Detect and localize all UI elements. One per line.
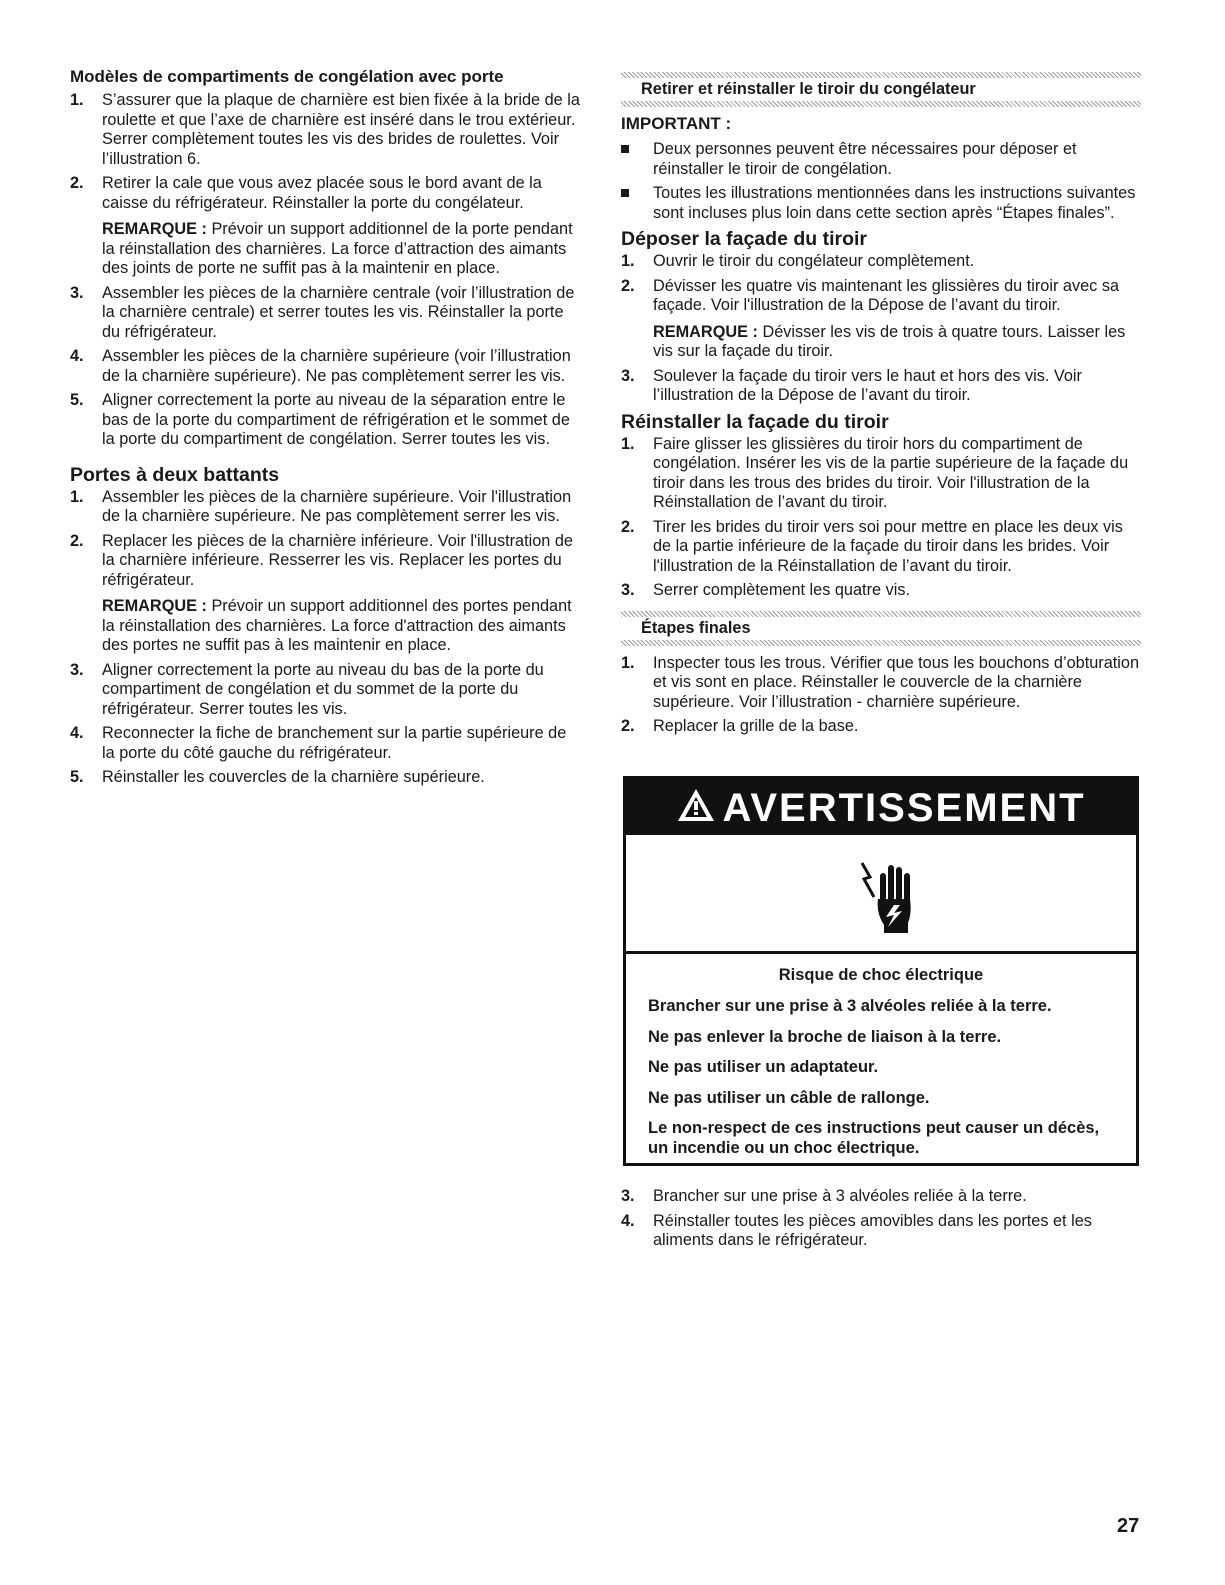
section-title-remove-drawer-front: Déposer la façade du tiroir	[621, 228, 867, 250]
list-item	[70, 768, 582, 788]
list-item	[621, 518, 1141, 577]
step-text: Aligner correctement la porte au niveau du bas de la porte du compartiment de congélation et du sommet de la porte du réfrigérateur. Serrer toutes les vis.	[102, 660, 544, 718]
section-title-reinstall-drawer-front: Réinstaller la façade du tiroir	[621, 410, 889, 433]
step-text: Réinstaller toutes les pièces amovibles dans les portes et les aliments dans le réfrigérateur.	[653, 1211, 1092, 1249]
remark-text: Dévisser les vis de trois à quatre tours. Laisser les vis sur la façade du tiroir.	[653, 322, 1126, 360]
step-number: 4.	[70, 724, 84, 742]
remark-label: REMARQUE :	[102, 597, 207, 615]
step-number: 5.	[70, 768, 84, 786]
warning-line: Ne pas utiliser un adaptateur.	[648, 1058, 879, 1076]
left-column	[70, 66, 582, 793]
step-number: 3.	[621, 366, 635, 385]
list-item	[621, 717, 1141, 737]
step-text: Ouvrir le tiroir du congélateur complètement.	[653, 252, 975, 270]
list-item	[621, 654, 1141, 713]
step-number: 1.	[70, 91, 84, 109]
step-number: 2.	[70, 531, 84, 550]
remark-label: REMARQUE :	[102, 220, 207, 238]
list-item	[70, 174, 582, 279]
step-text: Aligner correctement la porte au niveau de la séparation entre le bas de la porte du compartiment de réfrigération et le sommet de la porte du compartiment de congélation. Serrer toutes les vis.	[102, 391, 570, 448]
step-number: 1.	[621, 252, 635, 270]
warning-line: Ne pas utiliser un câble de rallonge.	[648, 1088, 930, 1107]
freezer-door-steps	[70, 91, 582, 450]
list-item	[621, 581, 1141, 601]
warning-line: Ne pas enlever la broche de liaison à la terre.	[648, 1027, 1002, 1046]
remark-label: REMARQUE :	[653, 322, 758, 341]
step-number: 1.	[621, 434, 635, 453]
list-item	[70, 91, 582, 169]
step-text: Faire glisser les glissières du tiroir hors du compartiment de congélation. Insérer les vis de la partie supérieure de la façade du tiroir dans les trous des brides du tiroir. Voir l'illustration de la Réinstallation de l’avant du tiroir.	[653, 434, 1129, 511]
remark	[653, 323, 1141, 362]
list-item	[621, 252, 1141, 272]
step-text: Replacer les pièces de la charnière inférieure. Voir l'illustration de la charnière inférieure. Resserrer les vis. Replacer les portes du réfrigérateur.	[102, 531, 573, 589]
right-column	[621, 72, 1141, 742]
list-item	[70, 391, 582, 450]
warning-header	[626, 779, 1136, 835]
remark-text: Prévoir un support additionnel des portes pendant la réinstallation des charnières. La force d'attraction des aimants des portes ne suffit pas à les maintenir en place.	[102, 597, 572, 654]
bullet-text: Deux personnes peuvent être nécessaires pour déposer et réinstaller le tiroir de congélation.	[653, 140, 1077, 178]
section-bar-final-steps	[621, 611, 1141, 646]
warning-triangle-icon	[676, 781, 716, 839]
step-text: S’assurer que la plaque de charnière est bien fixée à la bride de la roulette et que l’axe de charnière est inséré dans le trou extérieur. Serrer complètement toutes les vis des brides de roulettes. Voir l’illustration 6.	[102, 91, 580, 168]
step-number: 4.	[70, 347, 84, 365]
bullet-square-icon	[621, 189, 629, 197]
step-number: 2.	[621, 517, 635, 536]
list-item	[70, 724, 582, 763]
warning-line: Le non-respect de ces instructions peut causer un décès, un incendie ou un choc électrique.	[648, 1119, 1100, 1157]
step-number: 2.	[70, 174, 84, 192]
final-steps	[621, 654, 1141, 737]
warning-line: Brancher sur une prise à 3 alvéoles reliée à la terre.	[648, 997, 1052, 1015]
step-text: Dévisser les quatre vis maintenant les glissières du tiroir avec sa façade. Voir l'illustration de la Dépose de l’avant du tiroir.	[653, 276, 1120, 314]
step-number: 5.	[70, 391, 84, 409]
important-bullets	[621, 140, 1141, 223]
list-item	[70, 532, 582, 656]
warning-body	[626, 954, 1136, 1158]
after-warning-steps	[621, 1187, 1141, 1256]
warning-box	[623, 776, 1139, 1166]
step-text: Assembler les pièces de la charnière supérieure. Voir l'illustration de la charnière supérieure. Ne pas complètement serrer les vis.	[102, 487, 572, 525]
step-text: Replacer la grille de la base.	[653, 717, 859, 735]
list-item	[621, 277, 1141, 362]
list-item	[621, 435, 1141, 513]
page-number: 27	[1117, 1515, 1140, 1537]
step-text: Brancher sur une prise à 3 alvéoles reliée à la terre.	[653, 1187, 1027, 1205]
step-number: 3.	[70, 660, 84, 679]
bullet-square-icon	[621, 145, 629, 153]
reinstall-front-steps	[621, 435, 1141, 601]
step-number: 3.	[621, 1187, 635, 1205]
step-text: Tirer les brides du tiroir vers soi pour mettre en place les deux vis de la partie inférieure de la façade du tiroir dans les brides. Voir l'illustration de la Réinstallation de l’avant du tiroir.	[653, 517, 1123, 575]
step-text: Serrer complètement les quatre vis.	[653, 581, 910, 599]
electric-shock-hand-icon	[848, 853, 920, 935]
section-title-freezer-door-models: Modèles de compartiments de congélation avec porte	[70, 67, 504, 86]
section-bar-drawer	[621, 72, 1141, 107]
step-number: 2.	[621, 717, 635, 735]
step-text: Réinstaller les couvercles de la charnière supérieure.	[102, 768, 485, 786]
list-item	[621, 1212, 1141, 1251]
list-item	[621, 367, 1141, 406]
list-item	[621, 184, 1141, 223]
remark	[102, 597, 582, 656]
step-text: Reconnecter la fiche de branchement sur la partie supérieure de la porte du côté gauche du réfrigérateur.	[102, 724, 567, 762]
list-item	[70, 284, 582, 343]
step-number: 3.	[621, 581, 635, 599]
step-text: Soulever la façade du tiroir vers le haut et hors des vis. Voir l’illustration de la Dépose de l’avant du tiroir.	[653, 366, 1082, 404]
list-item	[70, 488, 582, 527]
step-text: Assembler les pièces de la charnière supérieure (voir l’illustration de la charnière supérieure). Ne pas complètement serrer les vis.	[102, 347, 571, 385]
step-text: Assembler les pièces de la charnière centrale (voir l’illustration de la charnière centrale) et serrer toutes les vis. Réinstaller la porte du réfrigérateur.	[102, 283, 575, 341]
remove-front-steps	[621, 252, 1141, 406]
list-item	[70, 661, 582, 720]
step-number: 1.	[621, 653, 635, 672]
important-label: IMPORTANT :	[621, 114, 732, 133]
bullet-text: Toutes les illustrations mentionnées dans les instructions suivantes sont incluses plus loin dans cette section après “Étapes finales”.	[653, 184, 1136, 222]
step-number: 1.	[70, 487, 84, 506]
step-number: 2.	[621, 276, 635, 295]
section-bar-title: Retirer et réinstaller le tiroir du congélateur	[641, 80, 976, 98]
step-number: 3.	[70, 283, 84, 302]
double-door-steps	[70, 488, 582, 788]
list-item	[70, 347, 582, 386]
warning-icon-area	[626, 835, 1136, 954]
section-bar-title: Étapes finales	[641, 618, 751, 637]
list-item	[621, 140, 1141, 179]
step-number: 4.	[621, 1211, 635, 1230]
remark	[102, 220, 582, 279]
step-text: Inspecter tous les trous. Vérifier que tous les bouchons d’obturation et vis sont en place. Réinstaller le couvercle de la charnière supérieure. Voir l’illustration - charnière supérieure.	[653, 653, 1140, 711]
section-title-double-doors: Portes à deux battants	[70, 463, 280, 486]
list-item	[621, 1187, 1141, 1207]
warning-heading: AVERTISSEMENT	[722, 786, 1086, 830]
step-text: Retirer la cale que vous avez placée sous le bord avant de la caisse du réfrigérateur. Réinstaller la porte du congélateur.	[102, 174, 542, 212]
warning-title: Risque de choc électrique	[778, 966, 984, 984]
remark-text: Prévoir un support additionnel de la porte pendant la réinstallation des charnières. La force d’attraction des aimants des joints de porte ne suffit pas à la maintenir en place.	[102, 220, 573, 277]
